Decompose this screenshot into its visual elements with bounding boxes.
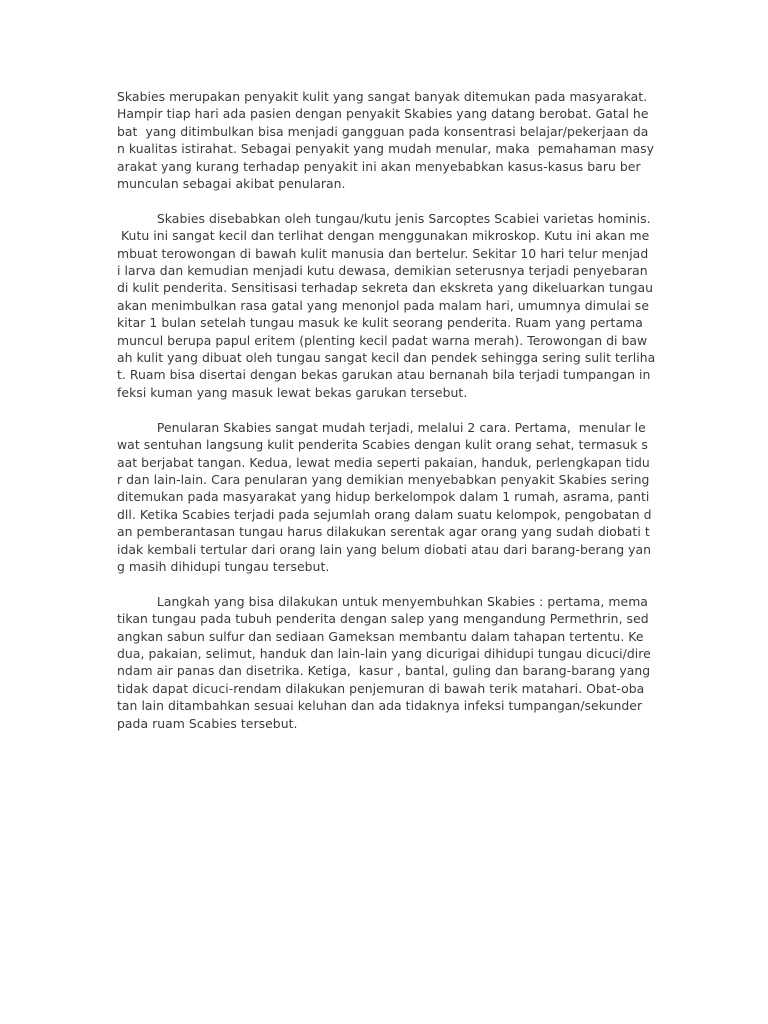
paragraph-treatment bbox=[117, 593, 657, 732]
text-line: tidak dapat dicuci-rendam dilakukan penjemuran di bawah terik matahari. Obat-oba bbox=[117, 680, 645, 696]
text-line: munculan sebagai akibat penularan. bbox=[117, 176, 346, 192]
text-line: mbuat terowongan di bawah kulit manusia dan bertelur. Sekitar 10 hari telur menjad bbox=[117, 245, 649, 261]
text-line: Langkah yang bisa dilakukan untuk menyembuhkan Skabies : pertama, mema bbox=[117, 593, 648, 609]
text-line: pada ruam Scabies tersebut. bbox=[117, 715, 298, 731]
text-line: aat berjabat tangan. Kedua, lewat media seperti pakaian, handuk, perlengkapan tidu bbox=[117, 454, 650, 470]
text-line: n kualitas istirahat. Sebagai penyakit yang mudah menular, maka pemahaman masy bbox=[117, 141, 654, 157]
text-line: Skabies disebabkan oleh tungau/kutu jenis Sarcoptes Scabiei varietas hominis. bbox=[117, 210, 651, 226]
text-line: tikan tungau pada tubuh penderita dengan salep yang mengandung Permethrin, sed bbox=[117, 611, 649, 627]
text-line: t. Ruam bisa disertai dengan bekas garukan atau bernanah bila terjadi tumpangan in bbox=[117, 367, 651, 383]
paragraph-cause bbox=[117, 210, 657, 401]
text-line: idak kembali tertular dari orang lain yang belum diobati atau dari barang-berang yan bbox=[117, 541, 652, 557]
text-line: Kutu ini sangat kecil dan terlihat dengan menggunakan mikroskop. Kutu ini akan me bbox=[117, 228, 650, 244]
text-line: dll. Ketika Scabies terjadi pada sejumlah orang dalam suatu kelompok, pengobatan d bbox=[117, 506, 652, 522]
text-line: i larva dan kemudian menjadi kutu dewasa, demikian seterusnya terjadi penyebaran bbox=[117, 263, 648, 279]
text-line: Penularan Skabies sangat mudah terjadi, melalui 2 cara. Pertama, menular le bbox=[117, 419, 646, 435]
text-line: ndam air panas dan disetrika. Ketiga, kasur , bantal, guling dan barang-barang yang bbox=[117, 663, 651, 679]
text-line: bat yang ditimbulkan bisa menjadi gangguan pada konsentrasi belajar/pekerjaan da bbox=[117, 123, 649, 139]
text-line: Hampir tiap hari ada pasien dengan penyakit Skabies yang datang berobat. Gatal he bbox=[117, 106, 649, 122]
text-line: g masih dihidupi tungau tersebut. bbox=[117, 558, 330, 574]
text-line: feksi kuman yang masuk lewat bekas garukan tersebut. bbox=[117, 384, 468, 400]
text-line: kitar 1 bulan setelah tungau masuk ke kulit seorang penderita. Ruam yang pertama bbox=[117, 315, 643, 331]
text-line: angkan sabun sulfur dan sediaan Gameksan membantu dalam tahapan tertentu. Ke bbox=[117, 628, 644, 644]
text-line: muncul berupa papul eritem (plenting kecil padat warna merah). Terowongan di baw bbox=[117, 332, 648, 348]
text-line: ah kulit yang dibuat oleh tungau sangat kecil dan pendek sehingga sering sulit terliha bbox=[117, 350, 656, 366]
document-page bbox=[117, 88, 657, 732]
paragraph-transmission bbox=[117, 419, 657, 576]
text-line: arakat yang kurang terhadap penyakit ini akan menyebabkan kasus-kasus baru ber bbox=[117, 158, 641, 174]
text-line: wat sentuhan langsung kulit penderita Scabies dengan kulit orang sehat, termasuk s bbox=[117, 437, 648, 453]
text-line: di kulit penderita. Sensitisasi terhadap sekreta dan ekskreta yang dikeluarkan tungau bbox=[117, 280, 654, 296]
paragraph-intro bbox=[117, 88, 657, 192]
text-line: akan menimbulkan rasa gatal yang menonjol pada malam hari, umumnya dimulai se bbox=[117, 297, 649, 313]
text-line: r dan lain-lain. Cara penularan yang demikian menyebabkan penyakit Skabies sering bbox=[117, 471, 650, 487]
text-line: tan lain ditambahkan sesuai keluhan dan ada tidaknya infeksi tumpangan/sekunder bbox=[117, 698, 643, 714]
text-line: Skabies merupakan penyakit kulit yang sangat banyak ditemukan pada masyarakat. bbox=[117, 89, 648, 104]
text-line: ditemukan pada masyarakat yang hidup berkelompok dalam 1 rumah, asrama, panti bbox=[117, 489, 650, 505]
text-line: dua, pakaian, selimut, handuk dan lain-lain yang dicurigai dihidupi tungau dicuci/dire bbox=[117, 645, 651, 661]
text-line: an pemberantasan tungau harus dilakukan serentak agar orang yang sudah diobati t bbox=[117, 524, 650, 540]
